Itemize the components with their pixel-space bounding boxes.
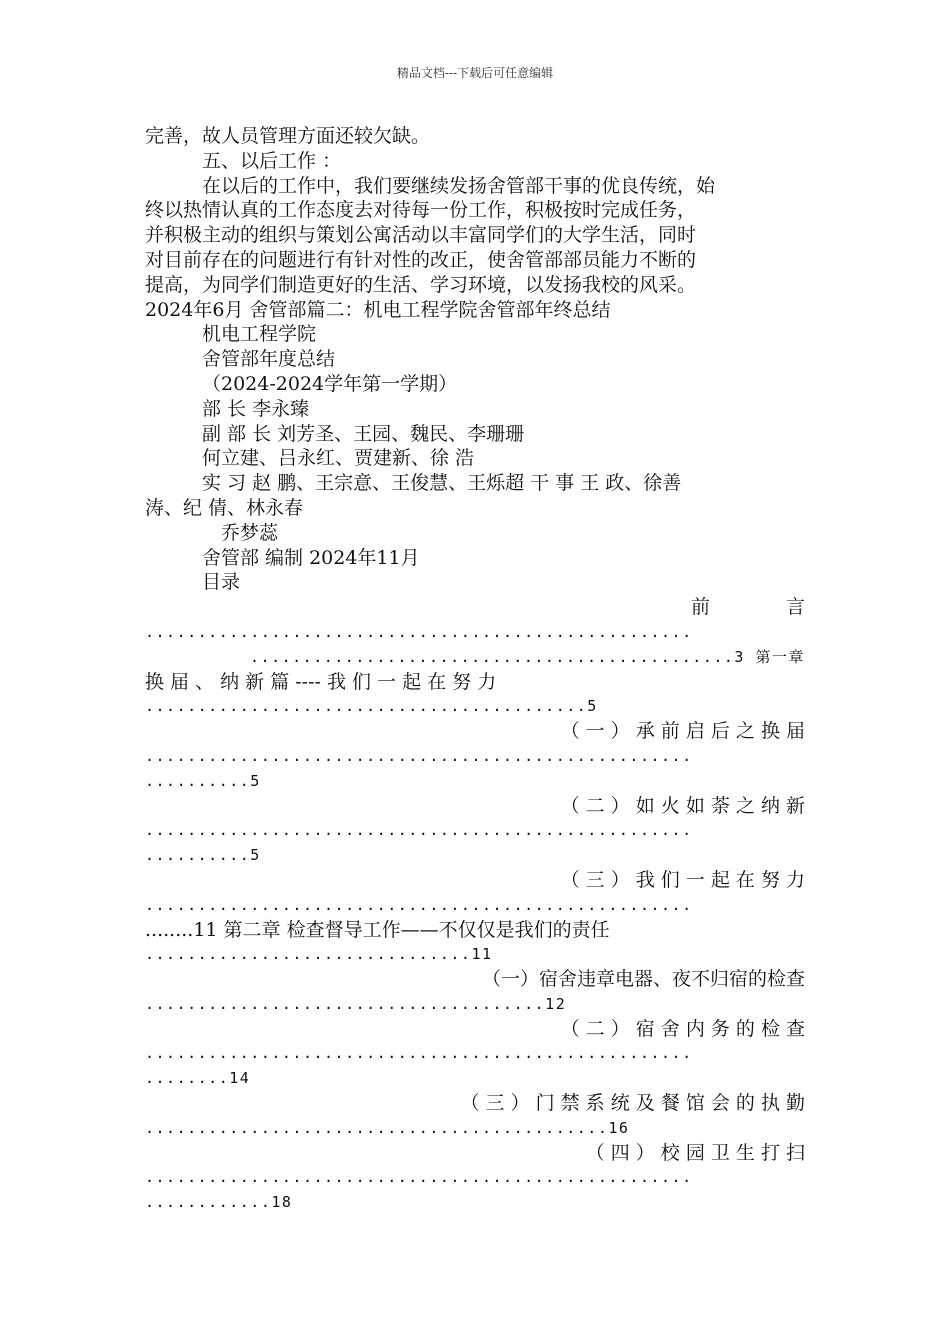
toc-line: ..........................................5 (145, 697, 598, 716)
paragraph-line: 何立建、吕永红、贾建新、徐 浩 (202, 447, 475, 470)
toc-line: ............................................16 (145, 1118, 630, 1137)
section-heading: 五、以后工作 ： (202, 149, 342, 172)
paragraph-line: 部 长 李永臻 (202, 397, 310, 420)
toc-line: .................................................... (145, 622, 693, 641)
paragraph-line: 副 部 长 刘芳圣、王园、魏民、李珊珊 (202, 422, 525, 445)
document-body (145, 124, 805, 1215)
toc-line: .................................................... (145, 895, 693, 914)
toc-line: 换 届 、 纳 新 篇 ---- 我 们 一 起 在 努 力 (145, 670, 497, 693)
toc-line: （ 二 ） 宿 舍 内 务 的 检 查 (560, 1017, 805, 1040)
paragraph-line: 终以热情认真的工作态度去对待每一份工作，积极按时完成任务， (145, 199, 697, 222)
toc-line: .................................................... (145, 1168, 693, 1187)
toc-line: ..........5 (145, 846, 261, 865)
paragraph-line: 完善，故人员管理方面还较欠缺。 (145, 125, 431, 147)
toc-line: .................................................... (145, 821, 693, 840)
toc-line: （一）宿舍违章电器、夜不归宿的检查 (481, 968, 805, 991)
toc-line: ........11 第二章 检查督导工作——不仅仅是我们的责任 (145, 918, 610, 941)
toc-line: ..........5 (145, 771, 261, 790)
paragraph-line: 2024年6月 舍管部篇二：机电工程学院舍管部年终总结 (145, 298, 611, 321)
paragraph-line: 机电工程学院 (202, 323, 317, 346)
paragraph-line: 涛、纪 倩、林永春 (145, 496, 304, 519)
toc-line: ...............................11 (145, 945, 493, 964)
paragraph-line: （2024-2024学年第一学期） (202, 372, 458, 395)
toc-heading: 目录 (202, 571, 241, 594)
toc-line: （ 一 ） 承 前 启 后 之 换 届 (560, 720, 805, 743)
paragraph-line: 乔梦蕊 (221, 521, 279, 544)
toc-line: ..............................................3 第一章 (250, 647, 805, 666)
paragraph-line: 并积极主动的组织与策划公寓活动以丰富同学们的大学生活，同时 (145, 224, 697, 247)
paragraph-line: 实 习 赵 鹏、王宗意、王俊慧、王烁超 干 事 王 政、徐善 (202, 472, 682, 495)
toc-line: （ 四 ） 校 园 卫 生 打 扫 (585, 1141, 805, 1164)
toc-line: （ 三 ） 我 们 一 起 在 努 力 (560, 868, 805, 891)
toc-line: （ 二 ） 如 火 如 荼 之 纳 新 (560, 794, 805, 817)
page-header: 精品文档---下载后可任意编辑 (396, 66, 554, 80)
toc-line: 前 言 (690, 596, 805, 619)
paragraph-line: 舍管部年度总结 (202, 348, 336, 371)
toc-line: .................................................... (145, 1044, 693, 1063)
toc-line: ............18 (145, 1193, 293, 1212)
toc-line: ........14 (145, 1069, 251, 1088)
paragraph-line: 对目前存在的问题进行有针对性的改正，使舍管部部员能力不断的 (145, 248, 697, 271)
toc-line: （ 三 ） 门 禁 系 统 及 餐 馆 会 的 执 勤 (460, 1092, 805, 1115)
paragraph-line: 提高，为同学们制造更好的生活、学习环境，以发扬我校的风采。 (145, 273, 697, 296)
paragraph-line: 舍管部 编制 2024年11月 (202, 546, 420, 569)
paragraph-line: 在以后的工作中，我们要继续发扬舍管部干事的优良传统，始 (202, 174, 716, 197)
toc-line: ......................................12 (145, 994, 567, 1013)
toc-line: .................................................... (145, 746, 693, 765)
